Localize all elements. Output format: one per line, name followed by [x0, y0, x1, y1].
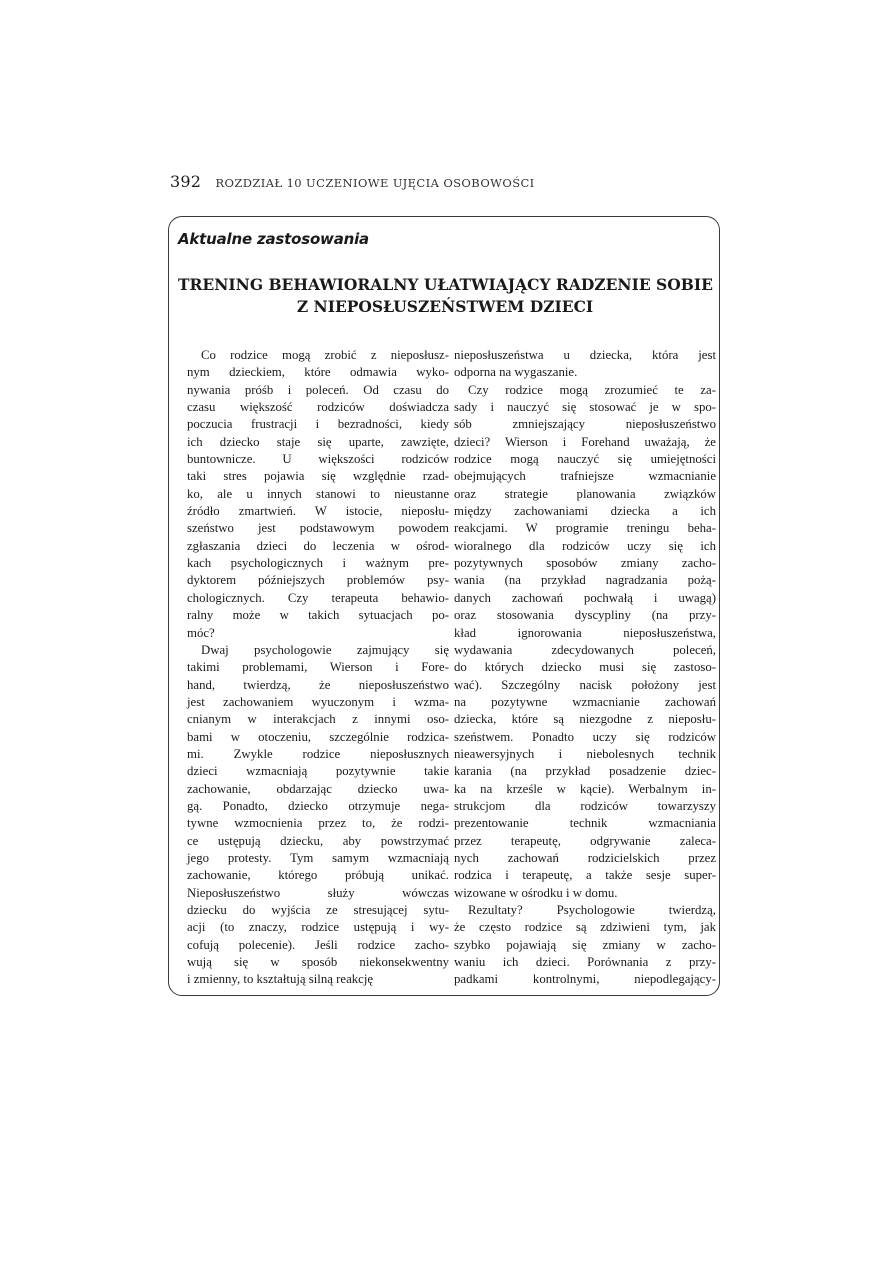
text-line: nieawersyjnych i niebolesnych technik: [454, 746, 716, 761]
text-line: rodzica i terapeutę, a także sesje super-: [454, 868, 716, 883]
text-line: Nieposłuszeństwo służy wówczas: [187, 885, 449, 900]
text-line: wać). Szczególny nacisk położony jest: [454, 677, 716, 692]
text-line: acji (to znaczy, rodzice ustępują i wy-: [187, 920, 449, 935]
text-line: Rezultaty? Psychologowie twierdzą,: [468, 903, 716, 917]
text-line: padkami kontrolnymi, niepodlegający-: [454, 972, 716, 987]
text-line: bami w otoczeniu, szczególnie rodzica-: [187, 729, 449, 744]
text-line: nym dzieckiem, które odmawia wyko-: [187, 365, 449, 380]
page-number: 392: [170, 172, 202, 191]
text-line: Co rodzice mogą zrobić z nieposłusz-: [201, 348, 449, 362]
text-line: karania (na przykład posadzenie dziec-: [454, 764, 716, 779]
right-column: [454, 347, 716, 989]
text-line: tywne wzmocnienia przez to, że rodzi-: [187, 816, 449, 831]
text-line: wują się w sposób niekonsekwentny: [187, 955, 449, 970]
text-line: nywania próśb i poleceń. Od czasu do: [187, 382, 449, 397]
text-line: strukcjom dla rodziców towarzyszy: [454, 798, 716, 813]
text-line: wizowane w ośrodku i w domu.: [454, 885, 618, 900]
text-line: Czy rodzice mogą zrozumieć te za-: [468, 382, 716, 397]
text-line: sób zmniejszający nieposłuszeństwo: [454, 417, 716, 432]
text-line: dzieci? Wierson i Forehand uważają, że: [454, 434, 716, 449]
text-line: dziecka, które są niezgodne z nieposłu-: [454, 712, 716, 727]
text-line: do których dziecko musi się zastoso-: [454, 660, 716, 675]
text-line: danych zachowań pochwałą i uwagą): [454, 590, 716, 605]
text-line: że często rodzice są zdziwieni tym, jak: [454, 920, 716, 935]
text-line: taki stres pojawia się względnie rzad-: [187, 469, 449, 484]
box-title-line: TRENING BEHAWIORALNY UŁATWIAJĄCY RADZENIE SOBIE: [178, 275, 713, 294]
text-line: ralny może w takich sytuacjach po-: [187, 608, 449, 623]
text-line: szeństwo jest podstawowym powodem: [187, 521, 449, 536]
text-line: źródło zmartwień. W istocie, nieposłu-: [187, 504, 449, 519]
text-line: dziecku do wyjścia ze stresującej sytu-: [187, 903, 449, 917]
text-line: i zmienny, to kształtują silną reakcję: [187, 972, 374, 987]
text-line: ich dziecko staje się uparte, zawzięte,: [187, 434, 449, 449]
text-line: gą. Ponadto, dziecko otrzymuje nega-: [187, 798, 449, 813]
text-line: zachowanie, obdarzając dziecko uwa-: [187, 781, 449, 796]
text-line: waniu ich dzieci. Porównania z przy-: [454, 955, 716, 970]
text-line: kład ignorowania nieposłuszeństwa,: [454, 625, 716, 640]
text-line: dzieci wzmacniają pozytywnie takie: [187, 764, 449, 779]
text-line: takimi problemami, Wierson i Fore-: [187, 660, 449, 675]
text-line: obejmujących trafniejsze wzmacnianie: [454, 469, 716, 484]
left-column: [187, 347, 449, 989]
text-line: między zachowaniami dziecka a ich: [454, 504, 716, 519]
text-line: chologicznych. Czy terapeuta behawio-: [187, 590, 449, 605]
text-line: buntownicze. U większości rodziców: [187, 452, 449, 467]
text-line: ce ustępują dziecku, aby powstrzymać: [187, 833, 449, 848]
text-line: nieposłuszeństwa u dziecka, która jest: [454, 348, 716, 362]
text-line: szeństwem. Ponadto uczy się rodziców: [454, 729, 716, 744]
text-line: dyktorem późniejszych problemów psy-: [187, 573, 449, 588]
running-head: [170, 172, 535, 191]
text-line: zachowanie, którego próbują unikać.: [187, 868, 449, 883]
box-title-line: Z NIEPOSŁUSZEŃSTWEM DZIECI: [296, 297, 594, 316]
box-label: Aktualne zastosowania: [178, 230, 369, 248]
text-line: czasu większość rodziców doświadcza: [187, 400, 449, 415]
text-line: pozytywnych sposobów zmiany zacho-: [454, 556, 716, 571]
text-line: wydawania zdecydowanych poleceń,: [454, 642, 716, 657]
text-line: Dwaj psychologowie zajmujący się: [201, 642, 449, 657]
text-line: odporna na wygaszanie.: [454, 365, 578, 380]
text-line: jest zachowaniem wyuczonym i wzma-: [187, 694, 449, 709]
text-line: szybko pojawiają się zmiany w zacho-: [454, 937, 716, 952]
text-line: zgłaszania dzieci do leczenia w ośrod-: [187, 538, 449, 553]
text-line: reakcjami. W programie treningu beha-: [454, 521, 716, 536]
text-line: jego protesty. Tym samym wzmacniają: [187, 850, 449, 865]
text-line: ka na krześle w kącie). Werbalnym in-: [454, 781, 716, 796]
text-line: hand, twierdzą, że nieposłuszeństwo: [187, 677, 449, 692]
text-line: mi. Zwykle rodzice nieposłusznych: [187, 746, 449, 761]
text-line: poczucia frustracji i bezradności, kiedy: [187, 417, 449, 432]
text-line: oraz strategie planowania związków: [454, 486, 716, 501]
text-line: móc?: [187, 625, 215, 640]
text-line: oraz stosowania dyscypliny (na przy-: [454, 608, 716, 623]
text-line: ko, ale u innych stanowi to nieustanne: [187, 486, 449, 501]
text-line: prezentowanie technik wzmacniania: [454, 816, 716, 831]
text-line: kach psychologicznych i ważnym pre-: [187, 556, 449, 571]
chapter-title: ROZDZIAŁ 10 UCZENIOWE UJĘCIA OSOBOWOŚCI: [215, 176, 535, 190]
text-line: cofują polecenie). Jeśli rodzice zacho-: [187, 937, 449, 952]
text-line: sady i nauczyć się stosować je w spo-: [454, 400, 716, 415]
text-line: rodzice mogą nauczyć się umiejętności: [454, 452, 716, 467]
text-line: przez terapeutę, odgrywanie zaleca-: [454, 833, 716, 848]
box-title: [178, 274, 712, 318]
text-line: na pozytywne wzmacnianie zachowań: [454, 694, 716, 709]
text-line: wania (na przykład nagradzania pożą-: [454, 573, 716, 588]
text-line: cnianym w interakcjach z innymi oso-: [187, 712, 449, 727]
text-line: nych zachowań rodzicielskich przez: [454, 850, 716, 865]
text-line: wioralnego dla rodziców uczy się ich: [454, 538, 716, 553]
